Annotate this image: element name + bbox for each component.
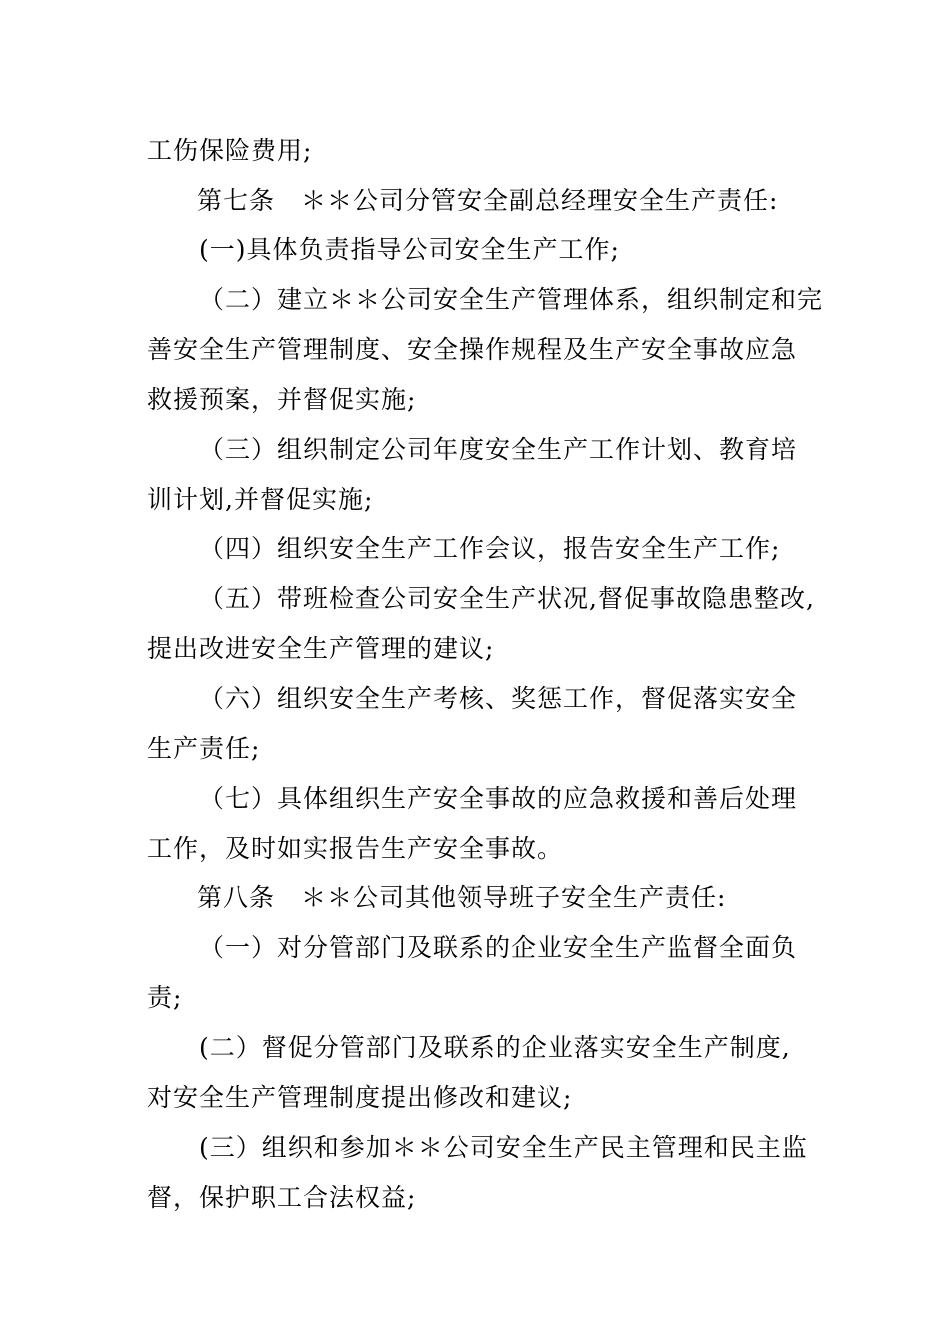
- text-line: 对安全生产管理制度提出修改和建议;: [147, 1083, 573, 1112]
- text-line: (二）督促分管部门及联系的企业落实安全生产制度,: [199, 1033, 791, 1062]
- text-line: （六）组织安全生产考核、奖惩工作，督促落实安全: [199, 684, 798, 713]
- article-heading: 第八条 ＊＊公司其他领导班子安全生产责任:: [197, 883, 727, 912]
- text-line: 督，保护职工合法权益;: [147, 1183, 417, 1212]
- text-line: (三）组织和参加＊＊公司安全生产民主管理和民主监: [199, 1133, 808, 1162]
- text-line: （五）带班检查公司安全生产状况,督促事故隐患整改,: [199, 584, 815, 613]
- text-line: 救援预案，并督促实施;: [147, 385, 417, 414]
- text-line: 训计划,并督促实施;: [147, 485, 374, 514]
- text-line: 提出改进安全生产管理的建议;: [147, 634, 495, 663]
- text-line: （四）组织安全生产工作会议，报告安全生产工作;: [199, 534, 781, 563]
- text-line: 工作，及时如实报告生产安全事故。: [147, 834, 564, 863]
- text-line: （七）具体组织生产安全事故的应急救援和善后处理: [199, 784, 798, 813]
- text-line: 责;: [147, 983, 183, 1012]
- text-line: 工伤保险费用;: [147, 136, 313, 165]
- text-line: （三）组织制定公司年度安全生产工作计划、教育培: [199, 435, 798, 464]
- text-line: 善安全生产管理制度、安全操作规程及生产安全事故应急: [147, 335, 798, 364]
- article-heading: 第七条 ＊＊公司分管安全副总经理安全生产责任:: [197, 186, 779, 215]
- text-line: (一)具体负责指导公司安全生产工作;: [199, 235, 620, 264]
- text-line: （二）建立＊＊公司安全生产管理体系，组织制定和完: [199, 285, 824, 314]
- text-line: 生产责任;: [147, 734, 261, 763]
- text-line: （一）对分管部门及联系的企业安全生产监督全面负: [199, 933, 798, 962]
